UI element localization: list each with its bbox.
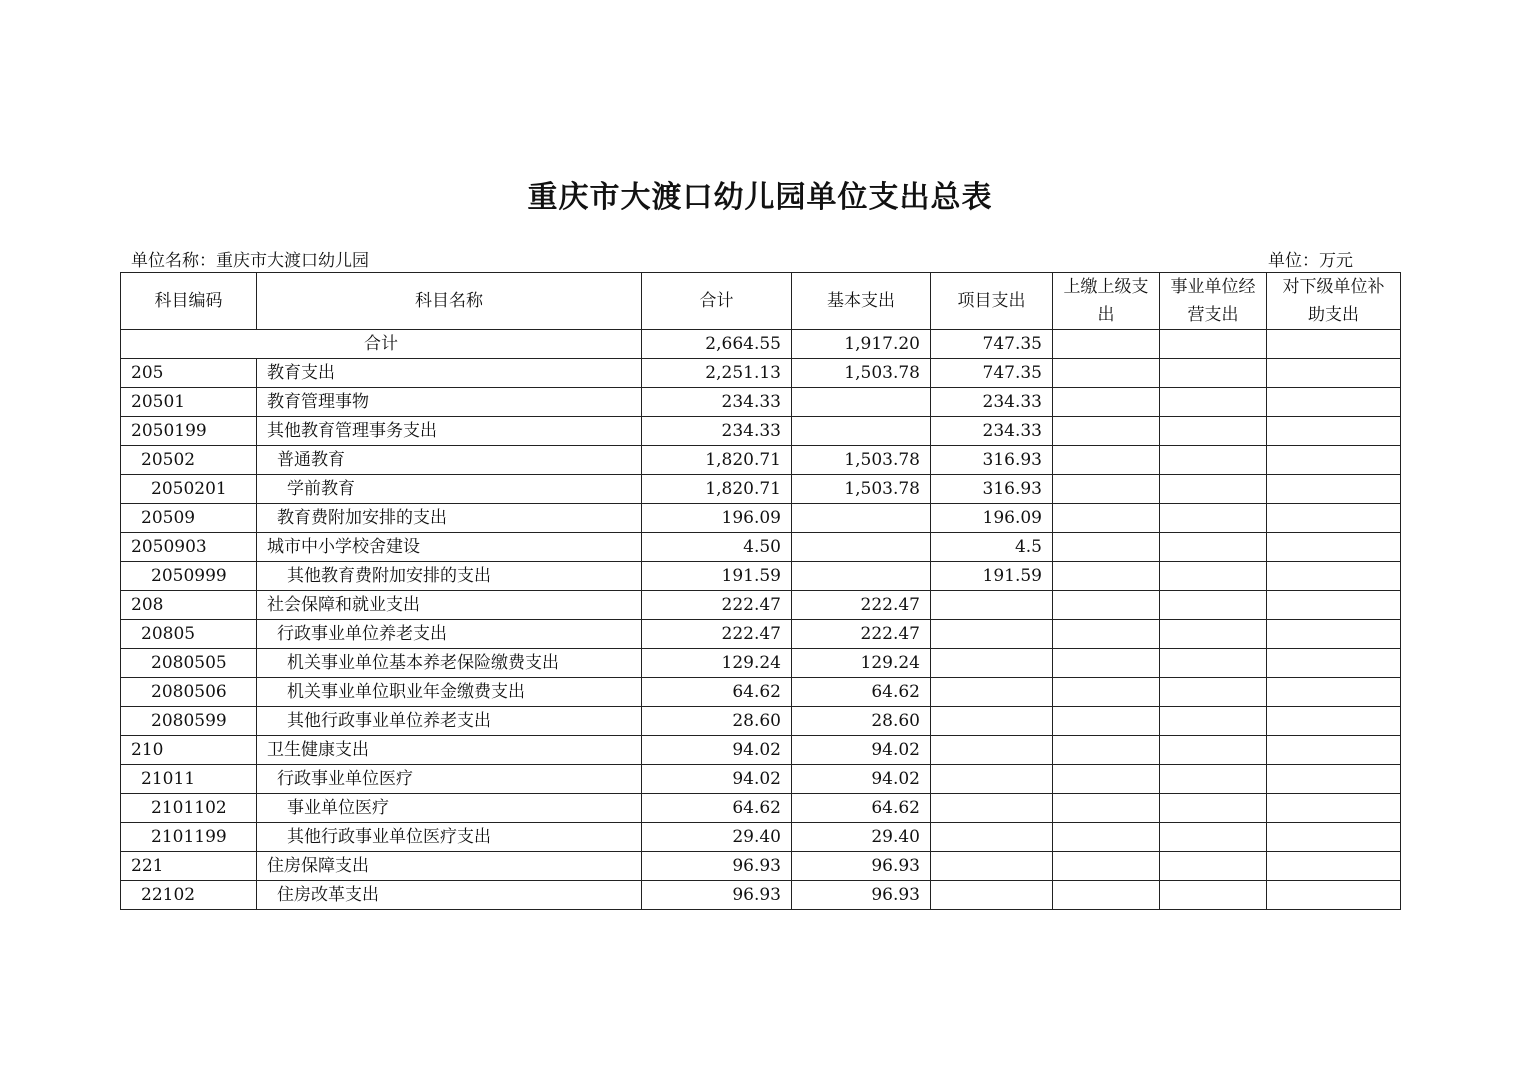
table-row	[121, 881, 1401, 910]
unit-name-label: 单位名称：重庆市大渡口幼儿园	[131, 251, 369, 271]
project-cell: 747.35	[931, 359, 1053, 388]
name-cell: 行政事业单位医疗	[257, 765, 642, 794]
total-cell: 4.50	[642, 533, 792, 562]
table-row	[121, 678, 1401, 707]
basic-cell: 94.02	[792, 765, 931, 794]
total-cell: 29.40	[642, 823, 792, 852]
code-cell: 210	[121, 736, 257, 765]
name-cell: 其他教育费附加安排的支出	[257, 562, 642, 591]
name-cell: 普通教育	[257, 446, 642, 475]
upper-cell	[1053, 794, 1160, 823]
subsidy-cell	[1267, 852, 1401, 881]
project-cell	[931, 620, 1053, 649]
basic-cell	[792, 388, 931, 417]
project-cell: 316.93	[931, 446, 1053, 475]
project-cell	[931, 678, 1053, 707]
upper-cell	[1053, 736, 1160, 765]
table-row	[121, 765, 1401, 794]
upper-cell	[1053, 417, 1160, 446]
code-cell: 221	[121, 852, 257, 881]
name-cell: 机关事业单位基本养老保险缴费支出	[257, 649, 642, 678]
upper-cell	[1053, 504, 1160, 533]
subsidy-cell	[1267, 678, 1401, 707]
name-cell: 学前教育	[257, 475, 642, 504]
upper-cell	[1053, 765, 1160, 794]
code-cell: 21011	[121, 765, 257, 794]
subsidy-cell	[1267, 388, 1401, 417]
total-cell: 64.62	[642, 678, 792, 707]
total-cell: 222.47	[642, 591, 792, 620]
table-row	[121, 707, 1401, 736]
subsidy-cell	[1267, 765, 1401, 794]
name-cell: 行政事业单位养老支出	[257, 620, 642, 649]
table-row	[121, 533, 1401, 562]
total-cell: 1,820.71	[642, 475, 792, 504]
name-cell: 机关事业单位职业年金缴费支出	[257, 678, 642, 707]
name-cell: 事业单位医疗	[257, 794, 642, 823]
basic-cell: 1,503.78	[792, 446, 931, 475]
project-cell	[931, 765, 1053, 794]
subsidy-cell	[1267, 562, 1401, 591]
subsidy-cell	[1267, 736, 1401, 765]
total-project-cell: 747.35	[931, 330, 1053, 359]
unit-label: 单位：万元	[1268, 251, 1353, 271]
total-cell: 129.24	[642, 649, 792, 678]
business-cell	[1160, 649, 1267, 678]
basic-cell: 94.02	[792, 736, 931, 765]
business-cell	[1160, 475, 1267, 504]
upper-cell	[1053, 533, 1160, 562]
business-cell	[1160, 707, 1267, 736]
total-cell: 96.93	[642, 881, 792, 910]
name-cell: 住房改革支出	[257, 881, 642, 910]
table-row	[121, 417, 1401, 446]
header-total: 合计	[642, 273, 792, 330]
basic-cell: 222.47	[792, 620, 931, 649]
total-cell: 2,664.55	[642, 330, 792, 359]
header-business: 事业单位经营支出	[1160, 273, 1267, 330]
project-cell	[931, 794, 1053, 823]
table-row	[121, 388, 1401, 417]
total-cell: 196.09	[642, 504, 792, 533]
name-cell: 其他教育管理事务支出	[257, 417, 642, 446]
total-cell: 222.47	[642, 620, 792, 649]
code-cell: 2050999	[121, 562, 257, 591]
business-cell	[1160, 417, 1267, 446]
business-cell	[1160, 388, 1267, 417]
code-cell: 2101102	[121, 794, 257, 823]
upper-cell	[1053, 388, 1160, 417]
business-cell	[1160, 533, 1267, 562]
subsidy-cell	[1267, 359, 1401, 388]
basic-cell: 96.93	[792, 852, 931, 881]
subsidy-cell	[1267, 881, 1401, 910]
code-cell: 2050201	[121, 475, 257, 504]
upper-cell	[1053, 823, 1160, 852]
code-cell: 205	[121, 359, 257, 388]
subsidy-cell	[1267, 475, 1401, 504]
business-cell	[1160, 881, 1267, 910]
project-cell	[931, 823, 1053, 852]
project-cell: 234.33	[931, 388, 1053, 417]
subsidy-cell	[1267, 707, 1401, 736]
table-row	[121, 794, 1401, 823]
total-label: 合计	[121, 330, 642, 359]
basic-cell	[792, 562, 931, 591]
table-row	[121, 591, 1401, 620]
table-header-row	[121, 273, 1401, 330]
code-cell: 20502	[121, 446, 257, 475]
code-cell: 22102	[121, 881, 257, 910]
name-cell: 教育管理事物	[257, 388, 642, 417]
subsidy-cell	[1267, 620, 1401, 649]
project-cell	[931, 852, 1053, 881]
basic-cell: 222.47	[792, 591, 931, 620]
header-code: 科目编码	[121, 273, 257, 330]
upper-cell	[1053, 446, 1160, 475]
total-subsidy-cell	[1267, 330, 1401, 359]
total-cell: 94.02	[642, 765, 792, 794]
code-cell: 2080599	[121, 707, 257, 736]
subsidy-cell	[1267, 446, 1401, 475]
subsidy-cell	[1267, 823, 1401, 852]
project-cell: 196.09	[931, 504, 1053, 533]
project-cell: 4.5	[931, 533, 1053, 562]
basic-cell: 96.93	[792, 881, 931, 910]
name-cell: 其他行政事业单位养老支出	[257, 707, 642, 736]
business-cell	[1160, 591, 1267, 620]
basic-cell: 1,503.78	[792, 475, 931, 504]
upper-cell	[1053, 678, 1160, 707]
page-title: 重庆市大渡口幼儿园单位支出总表	[527, 180, 993, 215]
table-row	[121, 475, 1401, 504]
total-upper-cell	[1053, 330, 1160, 359]
total-row	[121, 330, 1401, 359]
subsidy-cell	[1267, 417, 1401, 446]
upper-cell	[1053, 852, 1160, 881]
project-cell	[931, 736, 1053, 765]
project-cell: 234.33	[931, 417, 1053, 446]
name-cell: 教育支出	[257, 359, 642, 388]
basic-cell	[792, 504, 931, 533]
name-cell: 社会保障和就业支出	[257, 591, 642, 620]
name-cell: 其他行政事业单位医疗支出	[257, 823, 642, 852]
expenditure-table	[120, 272, 1401, 910]
upper-cell	[1053, 591, 1160, 620]
basic-cell: 64.62	[792, 794, 931, 823]
table-row	[121, 649, 1401, 678]
total-cell: 191.59	[642, 562, 792, 591]
code-cell: 20509	[121, 504, 257, 533]
code-cell: 2080506	[121, 678, 257, 707]
basic-cell: 129.24	[792, 649, 931, 678]
basic-cell: 29.40	[792, 823, 931, 852]
total-basic-cell: 1,917.20	[792, 330, 931, 359]
total-cell: 94.02	[642, 736, 792, 765]
code-cell: 2050199	[121, 417, 257, 446]
upper-cell	[1053, 620, 1160, 649]
project-cell	[931, 649, 1053, 678]
total-business-cell	[1160, 330, 1267, 359]
code-cell: 2050903	[121, 533, 257, 562]
total-cell: 64.62	[642, 794, 792, 823]
total-cell: 1,820.71	[642, 446, 792, 475]
header-name: 科目名称	[257, 273, 642, 330]
business-cell	[1160, 794, 1267, 823]
upper-cell	[1053, 881, 1160, 910]
subsidy-cell	[1267, 504, 1401, 533]
upper-cell	[1053, 359, 1160, 388]
header-project: 项目支出	[931, 273, 1053, 330]
basic-cell: 64.62	[792, 678, 931, 707]
business-cell	[1160, 620, 1267, 649]
business-cell	[1160, 736, 1267, 765]
table-row	[121, 562, 1401, 591]
table-row	[121, 504, 1401, 533]
total-cell: 234.33	[642, 388, 792, 417]
total-cell: 234.33	[642, 417, 792, 446]
upper-cell	[1053, 649, 1160, 678]
project-cell	[931, 881, 1053, 910]
basic-cell	[792, 533, 931, 562]
header-subsidy: 对下级单位补助支出	[1267, 273, 1401, 330]
header-upper: 上缴上级支出	[1053, 273, 1160, 330]
total-cell: 28.60	[642, 707, 792, 736]
upper-cell	[1053, 707, 1160, 736]
code-cell: 208	[121, 591, 257, 620]
table-row	[121, 852, 1401, 881]
project-cell: 316.93	[931, 475, 1053, 504]
table-row	[121, 823, 1401, 852]
project-cell	[931, 591, 1053, 620]
code-cell: 2101199	[121, 823, 257, 852]
table-row	[121, 446, 1401, 475]
business-cell	[1160, 446, 1267, 475]
basic-cell: 1,503.78	[792, 359, 931, 388]
subsidy-cell	[1267, 794, 1401, 823]
subsidy-cell	[1267, 533, 1401, 562]
code-cell: 20501	[121, 388, 257, 417]
name-cell: 城市中小学校舍建设	[257, 533, 642, 562]
subsidy-cell	[1267, 591, 1401, 620]
table-row	[121, 736, 1401, 765]
name-cell: 卫生健康支出	[257, 736, 642, 765]
basic-cell	[792, 417, 931, 446]
table-row	[121, 359, 1401, 388]
business-cell	[1160, 562, 1267, 591]
upper-cell	[1053, 562, 1160, 591]
code-cell: 20805	[121, 620, 257, 649]
name-cell: 教育费附加安排的支出	[257, 504, 642, 533]
code-cell: 2080505	[121, 649, 257, 678]
business-cell	[1160, 852, 1267, 881]
business-cell	[1160, 823, 1267, 852]
header-basic: 基本支出	[792, 273, 931, 330]
subsidy-cell	[1267, 649, 1401, 678]
business-cell	[1160, 359, 1267, 388]
business-cell	[1160, 765, 1267, 794]
business-cell	[1160, 504, 1267, 533]
project-cell	[931, 707, 1053, 736]
project-cell: 191.59	[931, 562, 1053, 591]
total-cell: 96.93	[642, 852, 792, 881]
basic-cell: 28.60	[792, 707, 931, 736]
name-cell: 住房保障支出	[257, 852, 642, 881]
business-cell	[1160, 678, 1267, 707]
table-row	[121, 620, 1401, 649]
total-cell: 2,251.13	[642, 359, 792, 388]
upper-cell	[1053, 475, 1160, 504]
